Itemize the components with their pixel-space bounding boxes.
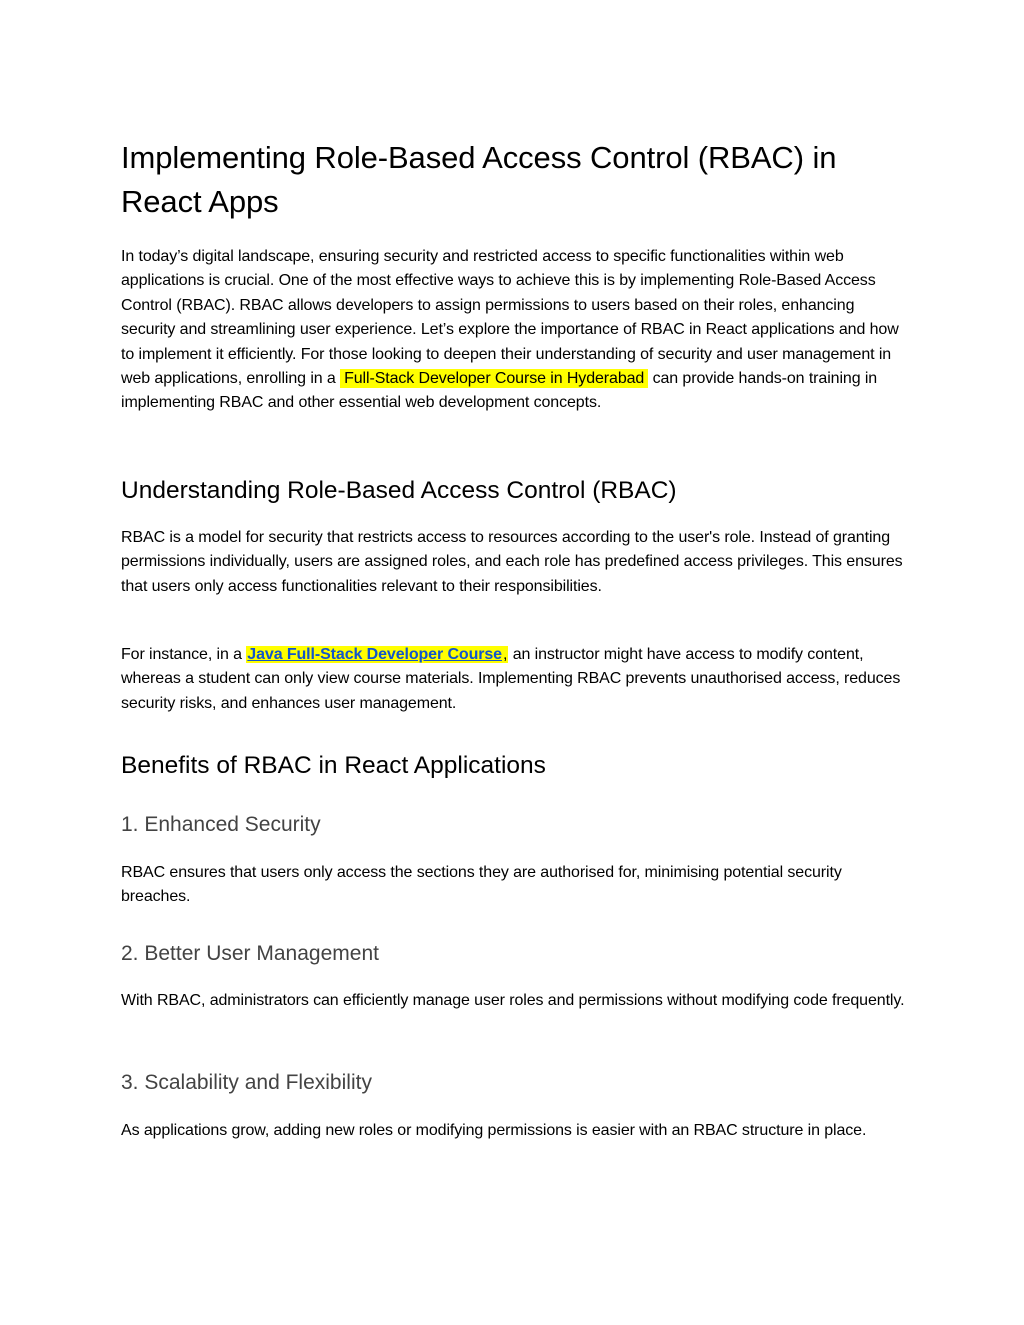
benefit-heading-user-management: 2. Better User Management [121,942,379,965]
java-para-comma: , [502,646,508,663]
benefit-heading-scalability: 3. Scalability and Flexibility [121,1071,372,1094]
intro-text-after: can provide hands-on training in implementing RBAC and other essential web development concepts. [121,370,878,412]
intro-paragraph [121,245,911,416]
section-heading-understanding-rbac: Understanding Role-Based Access Control (RBAC) [121,477,677,504]
java-para-text-after: an instructor might have access to modify content, whereas a student can only view course materials. Implementing RBAC prevents unauthorised access, reduces security risks, and enhances user management. [121,646,901,712]
java-para-text-before: For instance, in a [121,646,242,663]
hyderabad-course-link[interactable]: Full-Stack Developer Course in Hyderabad [340,369,648,388]
java-course-link[interactable]: Java Full-Stack Developer Course [247,646,502,663]
benefit-text-security: RBAC ensures that users only access the sections they are authorised for, minimising potential security breaches. [121,864,842,906]
benefit-heading-security: 1. Enhanced Security [121,813,321,836]
rbac-definition-paragraph: RBAC is a model for security that restricts access to resources according to the user's role. Instead of granting permissions individually, users are assigned roles, and each role has predefined access privileges. This ensures that users only access functionalities relevant to their responsibilities. [121,529,903,595]
benefit-text-scalability: As applications grow, adding new roles or modifying permissions is easier with an RBAC structure in place. [121,1122,867,1139]
java-course-paragraph [121,643,911,716]
document-title: Implementing Role-Based Access Control (RBAC) in React Apps [121,140,837,219]
section-heading-benefits: Benefits of RBAC in React Applications [121,752,546,779]
benefit-text-user-management: With RBAC, administrators can efficiently manage user roles and permissions without modifying code frequently. [121,992,905,1009]
intro-text-before: In today’s digital landscape, ensuring security and restricted access to specific functionalities within web applications is crucial. One of the most effective ways to achieve this is by implementing Role-Based Access Control (RBAC). RBAC allows developers to assign permissions to users based on their roles, enhancing security and streamlining user experience. Let’s explore the importance of RBAC in React applications and how to implement it efficiently. For those looking to deepen their understanding of security and user management in web applications, enrolling in a [121,248,899,388]
